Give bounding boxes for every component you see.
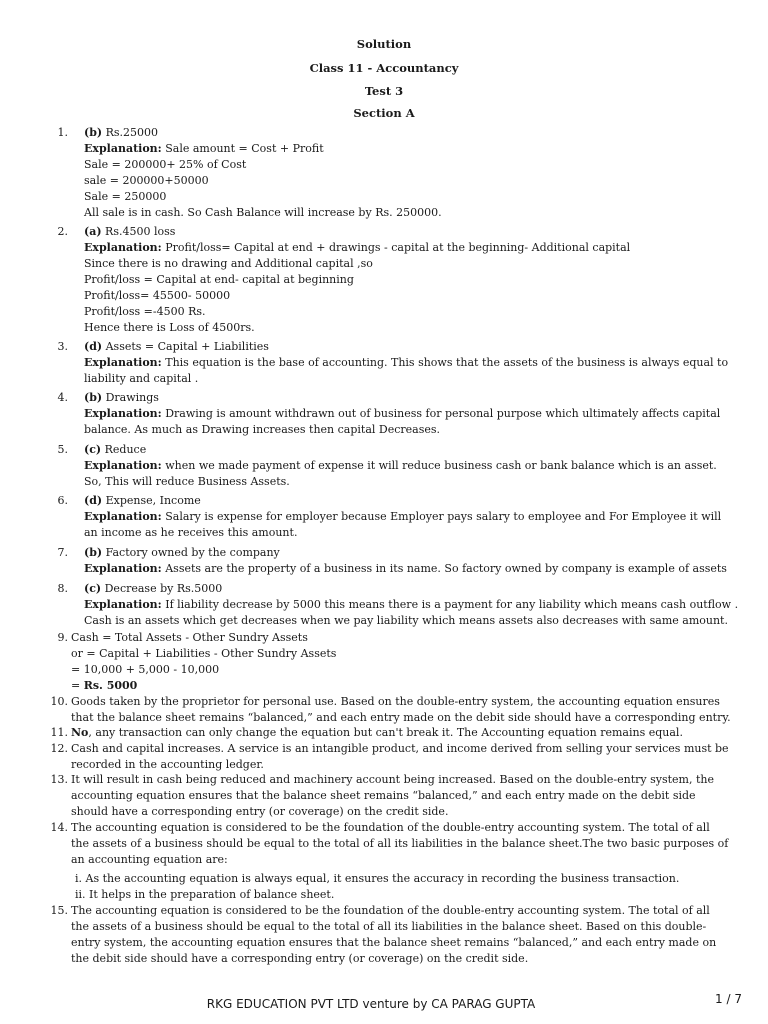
working-line: sale = 200000+50000 [84,174,209,187]
explanation-label: Explanation: [84,598,162,611]
answer-block-5 [84,442,734,490]
explanation-label: Explanation: [84,142,162,155]
answer: Rs.4500 loss [105,225,176,238]
answer: Decrease by Rs.5000 [104,582,223,595]
question-number: 7. [57,546,68,559]
explanation-text: If liability decrease by 5000 this means there is a payment for any liability which means cash outflow . [165,598,739,611]
answer: Rs.25000 [105,126,159,139]
answer-block-15 [71,903,731,967]
working-line: Cash = Total Assets - Other Sundry Assets [71,631,308,644]
explanation-label: Explanation: [84,562,162,575]
answer: Expense, Income [105,494,201,507]
option: (b) [84,546,103,559]
option: (d) [84,494,103,507]
answer-block-3 [84,339,734,387]
answer-block-10 [71,694,731,726]
answer-keyword: No [71,726,89,739]
test-label: Test 3 [364,84,404,98]
question-number: 9. [57,631,68,644]
explanation-label: Explanation: [84,510,162,523]
answer-text: Goods taken by the proprietor for personal use. Based on the double-entry system, the accounting equation ensures that the balance sheet remains “balanced,” and each entry made on the debit side should have a corresponding entry. [71,695,731,724]
roman-item: i. As the accounting equation is always equal, it ensures the accuracy in recording the business transaction. [75,872,680,885]
answer-block-4 [84,390,734,438]
working-line: Since there is no drawing and Additional capital ,so [84,257,373,270]
option: (a) [84,225,102,238]
explanation-text: Drawing is amount withdrawn out of business for personal purpose which ultimately affects capital balance. As much as Drawing increases then capital Decreases. [84,407,721,436]
final-answer: Rs. 5000 [83,679,138,692]
answer: Drawings [105,391,159,404]
explanation-text: Assets are the property of a business in its name. So factory owned by company is example of assets [165,562,727,575]
question-number: 6. [57,494,68,507]
answer-text: The accounting equation is considered to be the foundation of the double-entry accounting system. The total of all the assets of a business should be equal to the total of all its liabilities in the balance sheet. Based on this double-entry system, the accounting equation ensures that the balance sheet remains “balanced,” and each entry made on the debit side should have a corresponding entry (or coverage) on the credit side. [71,904,717,965]
option: (b) [84,391,103,404]
explanation-label: Explanation: [84,356,162,369]
footer-text: RKG EDUCATION PVT LTD venture by CA PARAG GUPTA [206,997,536,1011]
page-title: Solution [356,37,412,51]
question-number: 13. [50,773,68,786]
question-number: 3. [57,340,68,353]
answer-block-12 [71,741,731,773]
explanation-label: Explanation: [84,241,162,254]
working-line: = [71,679,84,692]
option: (b) [84,126,103,139]
answer-block-8 [84,581,739,629]
working-line: Profit/loss =-4500 Rs. [84,305,206,318]
question-number: 8. [57,582,68,595]
answer-block-7 [84,545,734,577]
question-number: 14. [50,821,68,834]
answer-block-2 [84,224,734,336]
working-line: Profit/loss= 45500- 50000 [84,289,231,302]
question-number: 5. [57,443,68,456]
explanation-text: This equation is the base of accounting. This shows that the assets of the business is always equal to liability and capital . [84,356,729,385]
working-line: Profit/loss = Capital at end- capital at beginning [84,273,354,286]
explanation-text: Salary is expense for employer because Employer pays salary to employee and For Employee it will an income as he receives this amount. [84,510,722,539]
answer: Assets = Capital + Liabilities [105,340,269,353]
question-number: 12. [50,742,68,755]
option: (c) [84,443,102,456]
question-number: 2. [57,225,68,238]
section-label: Section A [353,106,415,120]
class-subtitle: Class 11 - Accountancy [309,61,459,75]
answer-block-13 [71,772,731,820]
working-line: Hence there is Loss of 4500rs. [84,321,255,334]
answer: Factory owned by the company [105,546,280,559]
answer-block-9 [71,630,731,694]
answer-text: , any transaction can only change the equation but can't break it. The Accounting equation remains equal. [88,726,683,739]
answer-block-1 [84,125,734,221]
roman-item: ii. It helps in the preparation of balance sheet. [75,888,335,901]
answer-text: Cash and capital increases. A service is an intangible product, and income derived from selling your services must be recorded in the accounting ledger. [71,742,729,771]
answer-block-14 [71,820,731,903]
answer-block-6 [84,493,734,541]
answer-text: It will result in cash being reduced and machinery account being increased. Based on the double-entry system, the accounting equation ensures that the balance sheet remains “balanced,” and each entry made on the debit side should have a corresponding entry (or coverage) on the credit side. [71,773,714,818]
working-line: Cash is an assets which get decreases when we pay liability which means assets also decreases with same amount. [84,614,728,627]
working-line: All sale is in cash. So Cash Balance will increase by Rs. 250000. [84,206,442,219]
explanation-label: Explanation: [84,459,162,472]
explanation-text: Sale amount = Cost + Profit [165,142,324,155]
explanation-label: Explanation: [84,407,162,420]
question-number: 15. [50,904,68,917]
question-number: 11. [50,726,68,739]
working-line: Sale = 250000 [84,190,167,203]
question-number: 1. [57,126,68,139]
answer-text: The accounting equation is considered to be the foundation of the double-entry accounting system. The total of all the assets of a business should be equal to the total of all its liabilities in the balance sheet.The two basic purposes of an accounting equation are: [71,821,729,866]
answer: Reduce [104,443,147,456]
option: (c) [84,582,102,595]
explanation-text: when we made payment of expense it will reduce business cash or bank balance which is an asset. So, This will reduce Business Assets. [84,459,717,488]
working-line: = 10,000 + 5,000 - 10,000 [71,663,220,676]
option: (d) [84,340,103,353]
question-number: 10. [50,695,68,708]
working-line: or = Capital + Liabilities - Other Sundry Assets [71,647,337,660]
working-line: Sale = 200000+ 25% of Cost [84,158,247,171]
question-number: 4. [57,391,68,404]
page-number: 1 / 7 [715,992,742,1006]
explanation-text: Profit/loss= Capital at end + drawings - capital at the beginning- Additional capital [165,241,631,254]
answer-block-11 [71,725,731,741]
